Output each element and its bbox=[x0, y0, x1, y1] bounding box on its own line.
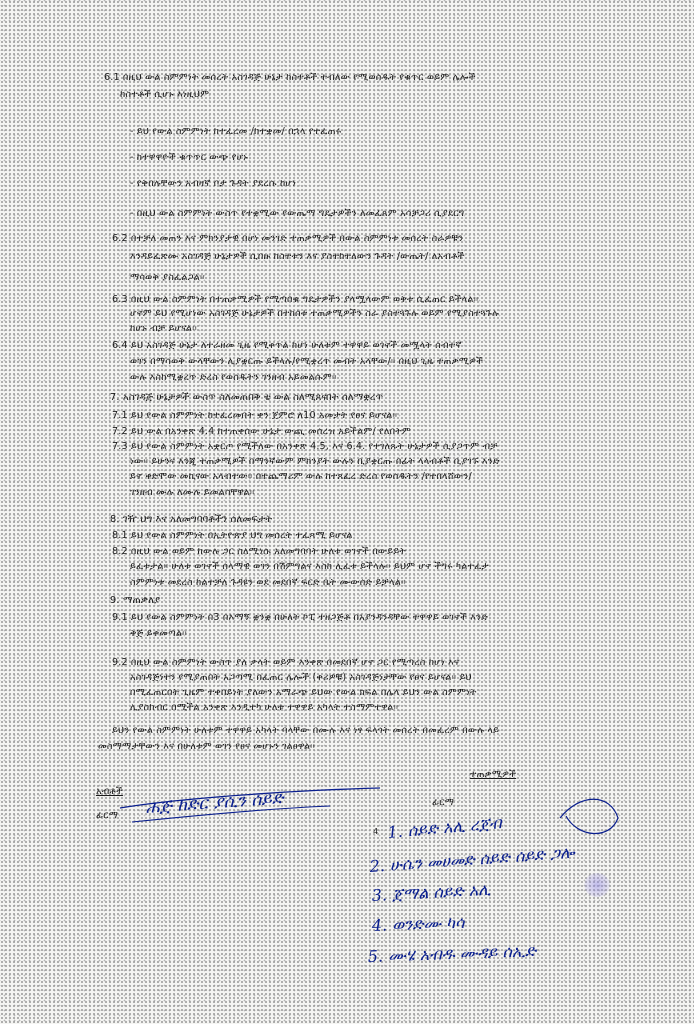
lessor-signature-label: ፊርማ bbox=[96, 810, 119, 821]
clause-6-1-line-1: 6.1 በዚህ ውል ስምምነት መሰረት አስገዳጅ ሁኔታ ከስተቶች ተብለው የሚወሰዱት የቁጥር ወይም ሌሎች bbox=[104, 72, 476, 83]
section-7-heading: 7. አስገዳጅ ሁኔታዎች ውስጥ ስለመጠበቅ ቴ ውል ስለሚጸናበት ሰለማቋረጥ bbox=[110, 392, 384, 403]
clause-6-2-line-3: ማሳወቅ ያስፈልጋል፡፡ bbox=[130, 272, 205, 283]
lessor-signature bbox=[120, 788, 380, 822]
clause-9-2-line-3: በሚፈጠርበት ጊዜም ተቀበይነት ያለውን አማራጭ ይህው የውል ክፍል በሌላ ይህን ውል ስምምነት bbox=[130, 687, 477, 698]
bullet-item: - በዚህ ውል ስምምነት ውስጥ የተቋሚው የውጤማ ግዴታዎችን ለመፈጸም አሳቻጋሪ ሲያደርግ bbox=[130, 208, 465, 219]
clause-8-1: 8.1 ይህ የውል ስምምነት በኢትዮጵያ ህግ መሰረት ተፈጻሚ ይሆናል bbox=[112, 530, 353, 541]
users-label: ተጠቃሚዎች bbox=[470, 769, 517, 780]
signatory-2: 2. ሁሴን መሀመድ ሰይድ ሰይድ ጋሎ bbox=[368, 842, 576, 876]
clause-7-2: 7.2 ይህ ውል በአንቀጽ 4.4 ከተጠቀሰው ሁኔታ ውጪ መሰረዝ አይችልም/ የለበትም bbox=[112, 426, 412, 437]
clause-6-1-line-2: ከስተቶች ሲሆኑ እነዚህም bbox=[120, 89, 210, 100]
clause-9-2-line-1: 9.2 በዚህ ውል ስምምነት ውስጥ ያለ ቃላት ወይም እንቀጽ በመደበኛ ሆኖ ጋር የሚጣረስ ከሆነ እና bbox=[112, 657, 460, 668]
bullet-item: - ከተዋዋዮች ቁጥጥር ውጭ የሆኑ bbox=[130, 152, 249, 163]
clause-8-2-line-1: 8.2 በዚህ ውል ወይም ከውሉ ጋር ስለሚነሱ አለመግባባት ሁለቱ ወገኖች በውይይት bbox=[112, 546, 407, 557]
bullet-item: - የቅበሉቸውን አብዛኛ ቦታ ጉዳት ያደረሱ ከሆነ bbox=[130, 178, 297, 189]
clause-6-3-line-3: ከሆኑ ብቻ ይሆናል፡፡ bbox=[130, 323, 197, 334]
closing-line-1: ይህን የውል ስምምነት ሁለቱም ተዋዋይ አካላት ባላቸው በሙሉ እና ነፃ ፍላጎት መሰረት በመፈረም በውሉ ላይ bbox=[112, 725, 500, 736]
section-8-heading: 8. ገዥ ህግ እና አለመግባባቶችን ሰለመፍታት bbox=[110, 514, 273, 525]
clause-7-3-line-3: ይኖ ቀድሞው መኪናው አላብተው፡፡ በተጨማሪም ውሉ ከተጸፈረ ድረስ የወሰዱትን /የተበላሸውን/ bbox=[130, 471, 472, 482]
clause-6-3-line-1: 6.3 በዚህ ውል ስምምነት በተጠቃሚዎች የሚጣበቁ ግዴታዎችን ያላሟላውም ወቅቱ ሲፈጠር ይችላል፡፡ bbox=[112, 294, 479, 305]
users-signature-label: ፊርማ bbox=[432, 797, 455, 808]
clause-9-1-line-1: 9.1 ይህ የውል ስምምነት በ3 በእማኝ ቋንቋ በሁለት ኮፒ ተዘጋጅቶ በአያንዳንዳቸው ተዋዋይ ወገኖች እንድ bbox=[112, 612, 489, 623]
signatory-4: 4. ወንድሙ ካሳ bbox=[371, 912, 465, 935]
clause-7-3-line-2: ነው፡፡ ይሁንና እንጂ ተጠቃሚዎች በማንኛውም ምክንያት ውሉን ቢያቋርጡ በፊት ላላብቶች ቢያገኙ እንድ bbox=[130, 456, 500, 467]
clause-8-2-line-2: ይፈቱታል። ሁለቱ ወገኖች ሰላማዊ ወገን በሽምግልና እስከ ሊፈቱ ይችላሉ፡፡ ይህም ሆኖ ችግሩ ካልተፈታ bbox=[130, 561, 489, 572]
clause-6-4-line-2: ወገን በማሳወቅ ውላቸውን ሊያቋርጡ ይችላሉ/የሚቋረጥ መብት አላቸው/። በዚህ ጊዜ ተጠቃሚዎች bbox=[130, 356, 484, 367]
bullet-item: - ይህ የውል ስምምነት ከተፈረመ /ከተቋመ/ በኋላ የተፈጠሩ bbox=[130, 126, 342, 137]
signatory-3: 3. ጀማል ሰይድ አሊ bbox=[371, 879, 491, 905]
users-signatures bbox=[367, 799, 618, 966]
clause-9-2-line-2: አስገዳጅነተን የሚያጠበት አጋጣሚ በፈጠር ሌሎች (ቀሪዎቹ) አስገዳጅነታቸው የፀና ይሆናል፡፡ ይህ bbox=[130, 672, 472, 683]
page-number: 4 bbox=[373, 827, 379, 836]
clause-7-1: 7.1 ይህ የውል ስምምነት ከተፈረመበት ቀን ጀምሮ ለ10 አመታት የፀና ይሆናል፡፡ bbox=[112, 410, 398, 421]
clause-6-4-line-3: ውሉ እስከሚቋረጥ ድረስ የወሰዱትን ገንዘብ አይመልሱም፡፡ bbox=[130, 372, 337, 383]
clause-9-1-line-2: ቅጅ ይቀመጣል፡፡ bbox=[130, 628, 187, 639]
section-9-heading: 9. ማጠቃለያ bbox=[110, 595, 161, 606]
lessor-handwritten-names: ሐጅ ከድር ያሲን ሰይድ bbox=[144, 788, 285, 818]
closing-line-2: መስማማታቸውን እና በሁለቱም ወገን የፀና መሆኑን ገልፀዋል፡፡ bbox=[98, 741, 316, 752]
signatory-1: 1. ሰይድ አሊ ረጀብ bbox=[386, 813, 503, 842]
clause-7-3-line-4: ገንዘብ ሙሉ ለሙሉ ይመልሳቸዋል፡፡ bbox=[130, 487, 255, 498]
lessor-label: አብቶች bbox=[96, 786, 123, 797]
clause-6-3-line-2: ሆኖም ይህ የሚሆነው አስገዳጅ ሁኔታዎች በተከሰቱ ተጠቃሚዎችን ስራ ያስተጓጉሉ ወይም የሚያስተጓጉሉ bbox=[130, 308, 500, 319]
clause-6-2-line-1: 6.2 በተቻለ መጠን እና ምክንያታዊ በሆነ መንገድ ተጠቃሚዎች በውል ስምምነቱ መሰረት ስራዎቹን bbox=[112, 233, 464, 244]
clause-6-4-line-1: 6.4 ይህ አስገዳጅ ሁኔታ ለተራዘመ ጊዜ የሚቀጥል ከሆነ ሁለቱም ተዋዋይ ወገኖች መሟላት ሰብተኛ bbox=[112, 340, 462, 351]
clause-8-2-line-3: ስምምነቱ መደረስ ከልተቻለ ጉዳዩን ወደ መደበኛ ፍርድ ቤት ሙውሰድ ይቻላል፡፡ bbox=[130, 577, 406, 588]
clause-9-2-line-4: ሊያስከብር በሚችል አንቀጽ እንዲተካ ሁለቱ ተዋዋይ አካላት ተስማምተዋል፡፡ bbox=[130, 702, 399, 713]
signatory-5: 5. ሙሄ አብዱ ሙዳይ ሰኢድ bbox=[367, 941, 537, 966]
clause-6-2-line-2: እንዳይፈጽሙ አስገዳጅ ሁኔታዎች ሲበዙ ከስተቱን እና ያስተከተለውን ጉዳት /ውጤት/ ለአብቶች bbox=[130, 251, 465, 262]
clause-7-3-line-1: 7.3 ይህ የውል ስምምነት አቋርጦ የሚችለው በአንቀጽ 4.5, እና 6.4. የተገለጹት ሁኔታዎች ሲያጋጥም ብቻ bbox=[112, 441, 498, 452]
